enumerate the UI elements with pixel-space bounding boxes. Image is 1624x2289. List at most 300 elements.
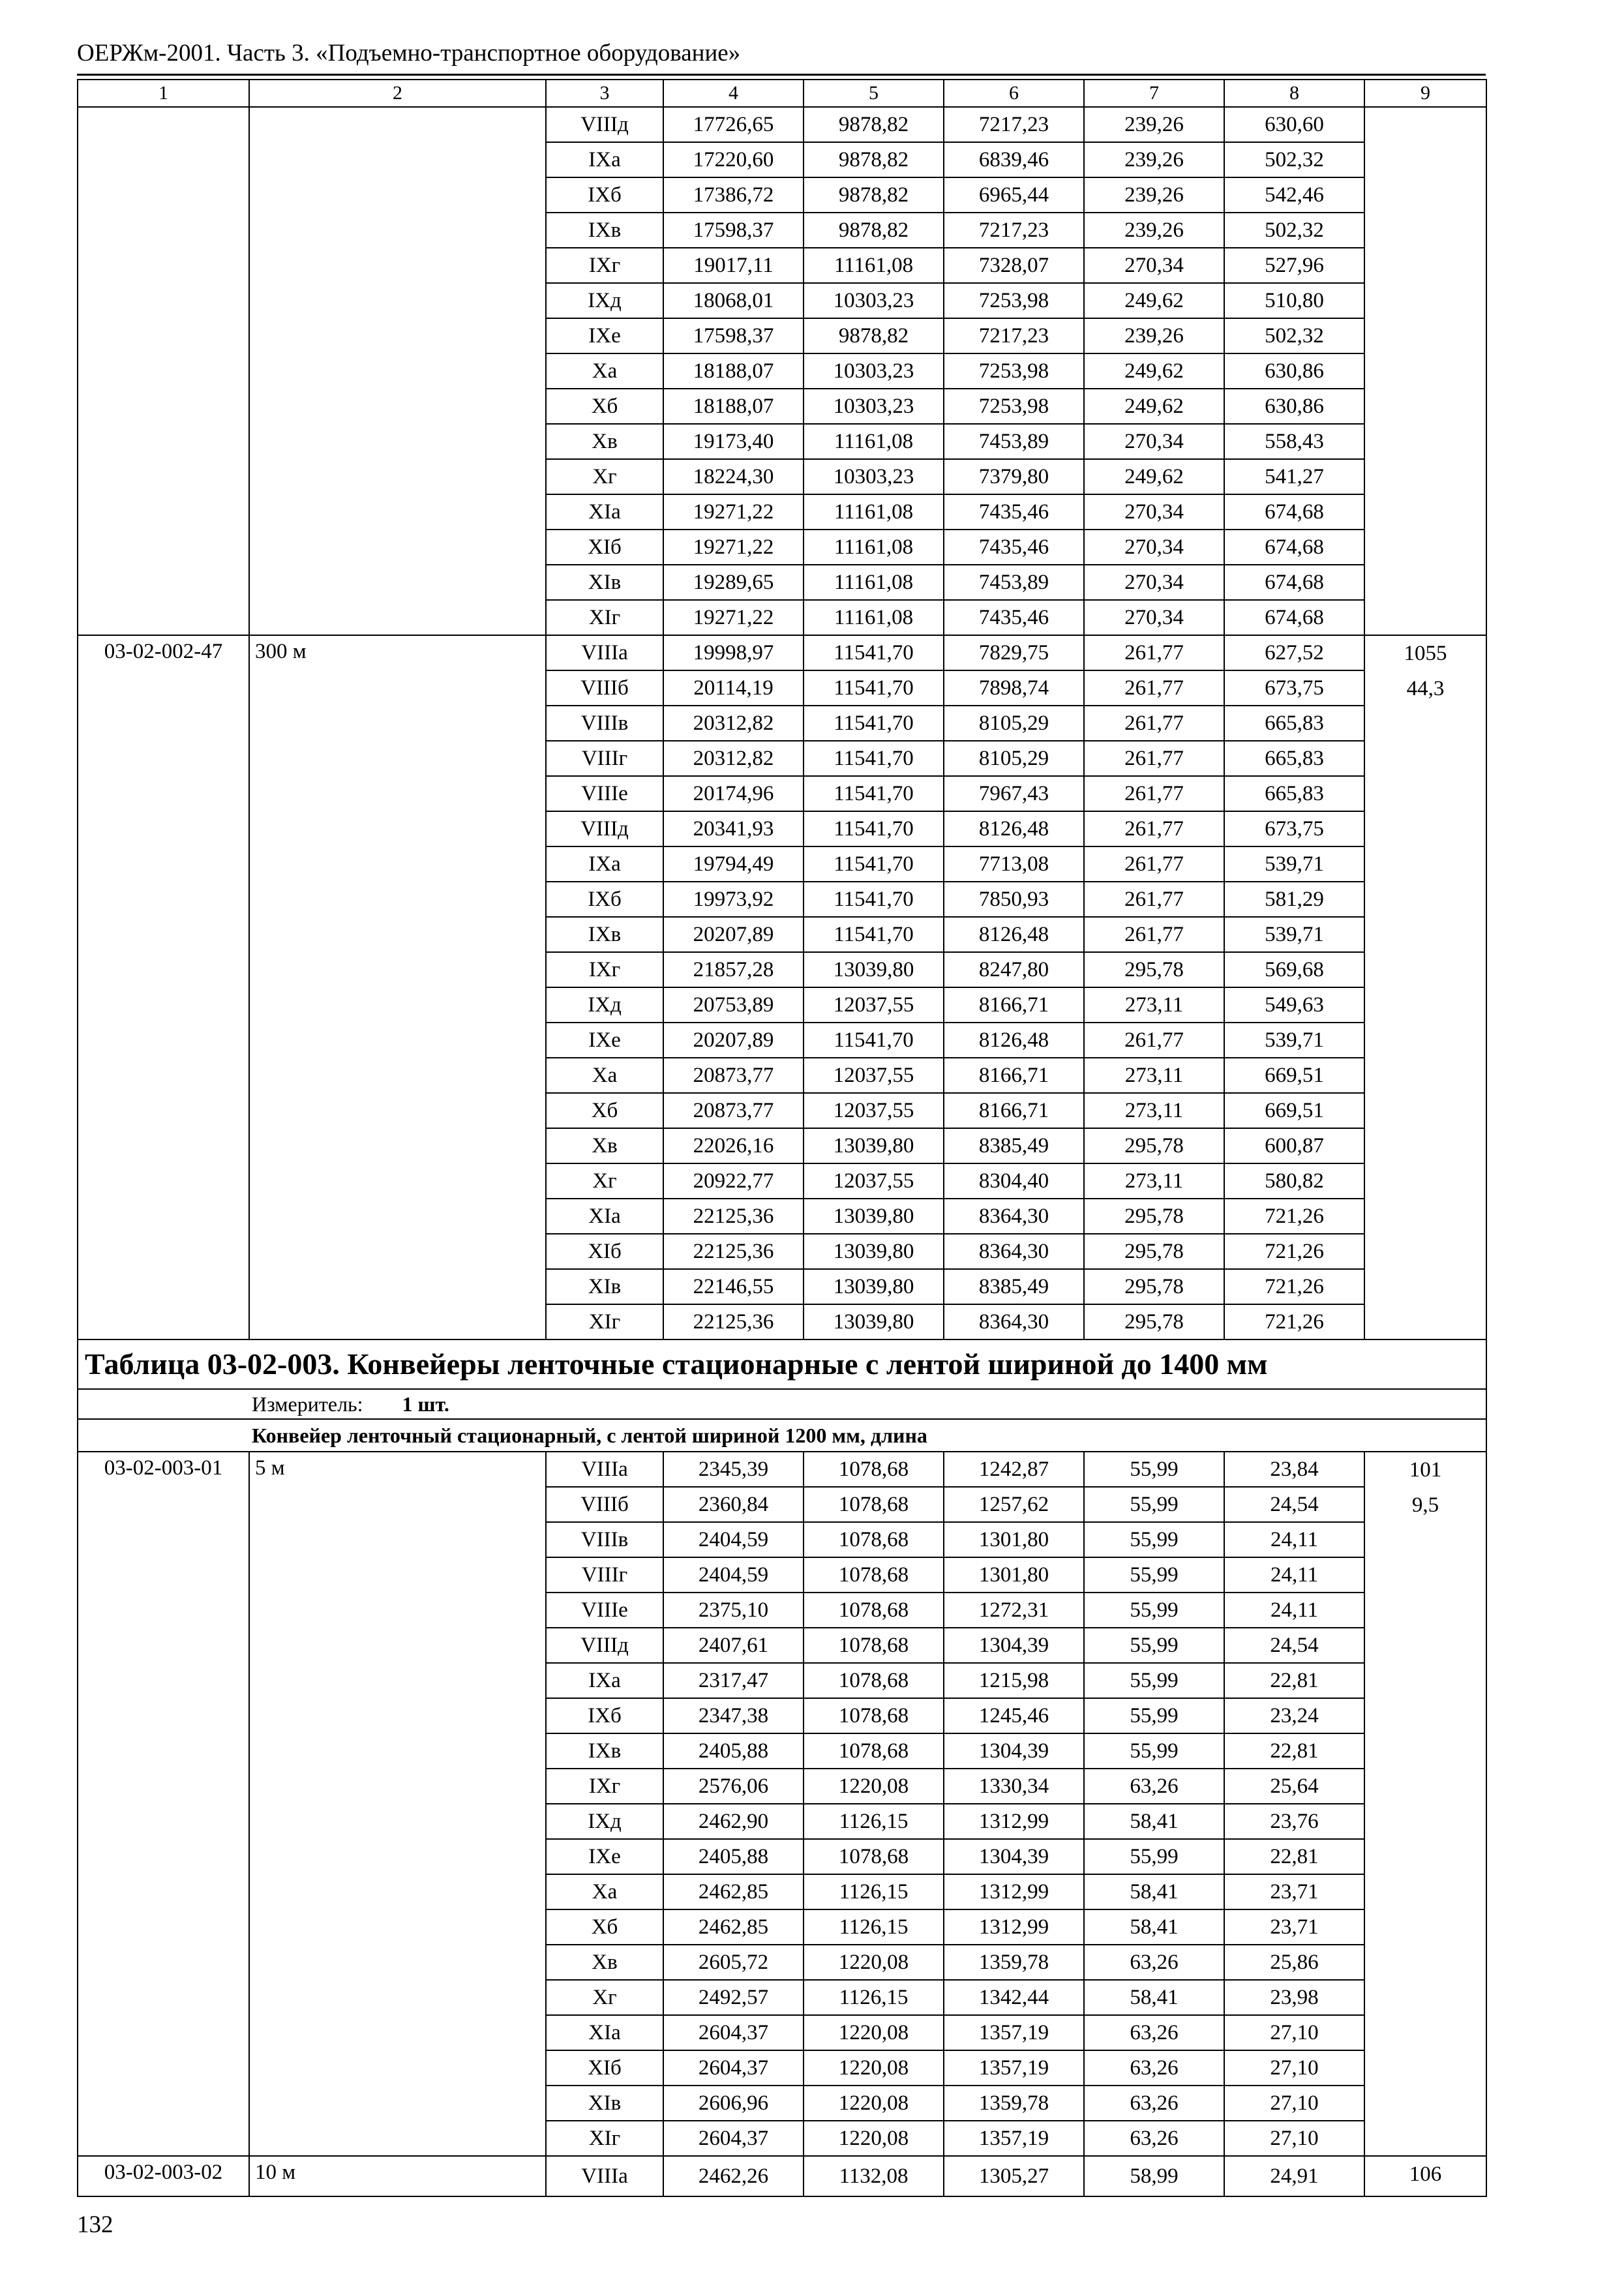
table-cell: 1245,46 [944,1698,1084,1733]
table-cell: 27,10 [1224,2086,1364,2121]
table-cell: 2576,06 [663,1769,804,1804]
column-number: 2 [249,80,546,107]
table-cell: 9878,82 [804,177,944,213]
table-cell: 7850,93 [944,882,1084,917]
page-number: 132 [77,2211,113,2238]
item-extra [1364,107,1486,635]
table-cell: 2345,39 [663,1452,804,1487]
table-cell: 24,11 [1224,1557,1364,1593]
table-cell: 7217,23 [944,107,1084,142]
column-number-row [78,80,1486,107]
table-cell: 1257,62 [944,1487,1084,1522]
table-cell: 273,11 [1084,987,1224,1023]
table-cell: 2462,85 [663,1909,804,1945]
table-cell: 295,78 [1084,1234,1224,1269]
table-cell: 261,77 [1084,635,1224,670]
table-cell: 63,26 [1084,2050,1224,2086]
table-cell: 239,26 [1084,318,1224,353]
table-cell: 2604,37 [663,2121,804,2156]
table-cell: 261,77 [1084,706,1224,741]
table-cell: 8126,48 [944,917,1084,952]
table-cell: 539,71 [1224,917,1364,952]
table-cell: 7435,46 [944,600,1084,635]
table-cell: 55,99 [1084,1487,1224,1522]
table-cell: IXг [546,1769,663,1804]
table-cell: 20873,77 [663,1093,804,1128]
item-code: 03-02-003-01 [78,1452,249,2156]
table-cell: 273,11 [1084,1093,1224,1128]
extra-value: 106 [1409,2162,1442,2186]
table-cell: 7435,46 [944,494,1084,530]
table-cell: 8166,71 [944,1093,1084,1128]
item-code: 03-02-002-47 [78,635,249,1339]
table-cell: XIб [546,1234,663,1269]
table-cell: 261,77 [1084,917,1224,952]
item-name: 10 м [249,2156,546,2196]
extra-value: 44,3 [1406,677,1445,700]
table-cell: 270,34 [1084,494,1224,530]
table-cell: 55,99 [1084,1698,1224,1733]
table-cell: 1126,15 [804,1804,944,1839]
table-cell: 12037,55 [804,987,944,1023]
table-cell: 249,62 [1084,353,1224,389]
table-cell: 2404,59 [663,1557,804,1593]
table-title: Таблица 03-02-003. Конвейеры ленточные стационарные с лентой шириной до 1400 мм [78,1339,1486,1389]
table-cell: VIIIе [546,776,663,811]
table-cell: IXв [546,917,663,952]
table-cell: 1312,99 [944,1874,1084,1909]
table-cell: IXб [546,882,663,917]
table-title-row [78,1339,1486,1389]
table-cell: 19289,65 [663,565,804,600]
table-cell: 2405,88 [663,1733,804,1769]
table-cell: 542,46 [1224,177,1364,213]
table-cell: 721,26 [1224,1269,1364,1304]
table-cell: Xа [546,1058,663,1093]
table-cell: 20753,89 [663,987,804,1023]
table-cell: 18068,01 [663,283,804,318]
table-cell: XIа [546,494,663,530]
table-cell: 22125,36 [663,1304,804,1339]
table-cell: Xв [546,1128,663,1163]
column-number: 3 [546,80,663,107]
table-cell: 22,81 [1224,1733,1364,1769]
table-cell: Xб [546,389,663,424]
column-number: 8 [1224,80,1364,107]
table-cell: 18188,07 [663,353,804,389]
table-cell: 1220,08 [804,1769,944,1804]
table-cell: IXе [546,1839,663,1874]
table-cell: 261,77 [1084,741,1224,776]
table-cell: 7253,98 [944,353,1084,389]
table-cell: 239,26 [1084,177,1224,213]
table-cell: 1220,08 [804,1945,944,1980]
table-cell: 24,54 [1224,1628,1364,1663]
table-cell: 270,34 [1084,600,1224,635]
table-cell: 510,80 [1224,283,1364,318]
table-cell: 2462,85 [663,1874,804,1909]
table-cell: 55,99 [1084,1628,1224,1663]
table-cell: 58,41 [1084,1909,1224,1945]
table-cell: Xг [546,1980,663,2015]
table-cell: 13039,80 [804,952,944,987]
table-cell: 19017,11 [663,248,804,283]
item-name [249,107,546,635]
extra-value: 1055 [1404,642,1447,665]
table-cell: 11541,70 [804,635,944,670]
table-cell: 7217,23 [944,213,1084,248]
table-cell: 7967,43 [944,776,1084,811]
table-cell: 1359,78 [944,1945,1084,1980]
table-cell: Xв [546,1945,663,1980]
table-cell: 2492,57 [663,1980,804,2015]
table-cell: IXд [546,1804,663,1839]
table-cell: 13039,80 [804,1304,944,1339]
table-cell: 63,26 [1084,2015,1224,2050]
table-cell: 1304,39 [944,1628,1084,1663]
table-cell: 600,87 [1224,1128,1364,1163]
table-cell: 11541,70 [804,917,944,952]
table-cell: 580,82 [1224,1163,1364,1199]
table-cell: XIг [546,600,663,635]
table-cell: 19998,97 [663,635,804,670]
table-cell: 23,76 [1224,1804,1364,1839]
table-cell: VIIIб [546,670,663,706]
table-cell: IXд [546,283,663,318]
table-cell: 18224,30 [663,459,804,494]
table-cell: 11541,70 [804,811,944,846]
table-cell: 2317,47 [663,1663,804,1698]
table-cell: 1304,39 [944,1839,1084,1874]
table-cell: 9878,82 [804,213,944,248]
table-cell: 273,11 [1084,1163,1224,1199]
table-cell: 2605,72 [663,1945,804,1980]
table-cell: 674,68 [1224,600,1364,635]
table-cell: 10303,23 [804,283,944,318]
table-cell: 502,32 [1224,213,1364,248]
table-cell: 19794,49 [663,846,804,882]
table-cell: 19271,22 [663,530,804,565]
table-cell: 10303,23 [804,389,944,424]
table-cell: 7898,74 [944,670,1084,706]
table-cell: 674,68 [1224,530,1364,565]
table-cell: 1078,68 [804,1733,944,1769]
table-cell: IXа [546,1663,663,1698]
table-cell: 27,10 [1224,2050,1364,2086]
table-cell: 22146,55 [663,1269,804,1304]
table-cell: VIIIе [546,1593,663,1628]
table-cell: 627,52 [1224,635,1364,670]
table-cell: IXа [546,142,663,177]
table-cell: 19271,22 [663,494,804,530]
table-cell: 11541,70 [804,670,944,706]
table-cell: 7453,89 [944,565,1084,600]
table-cell: 295,78 [1084,1199,1224,1234]
table-cell: IXд [546,987,663,1023]
table-cell: 1301,80 [944,1557,1084,1593]
table-cell: 630,86 [1224,389,1364,424]
item-extra [1364,1452,1486,2156]
table-cell: 19973,92 [663,882,804,917]
table-cell: VIIIа [546,1452,663,1487]
table-cell: 8166,71 [944,1058,1084,1093]
table-cell: 11161,08 [804,565,944,600]
table-cell: 18188,07 [663,389,804,424]
table-cell: 17220,60 [663,142,804,177]
table-cell: 55,99 [1084,1733,1224,1769]
table-cell: 261,77 [1084,882,1224,917]
table-cell: 261,77 [1084,846,1224,882]
table-cell: 19173,40 [663,424,804,459]
table-cell: 2404,59 [663,1522,804,1557]
table-cell: 2606,96 [663,2086,804,2121]
table-cell: 1242,87 [944,1452,1084,1487]
table-cell: 1220,08 [804,2015,944,2050]
table-cell: 20312,82 [663,741,804,776]
table-cell: 1220,08 [804,2121,944,2156]
table-cell: 2405,88 [663,1839,804,1874]
table-cell: 23,98 [1224,1980,1364,2015]
table-cell: 17598,37 [663,213,804,248]
table-cell: 295,78 [1084,1269,1224,1304]
table-cell: 1357,19 [944,2050,1084,2086]
table-cell: 581,29 [1224,882,1364,917]
table-cell: XIа [546,1199,663,1234]
column-number: 9 [1364,80,1486,107]
table-cell: 1132,08 [804,2156,944,2196]
table-cell: VIIIг [546,741,663,776]
table-cell: 1078,68 [804,1593,944,1628]
table-cell: 24,11 [1224,1522,1364,1557]
table-cell: 20922,77 [663,1163,804,1199]
table-cell: 2462,26 [663,2156,804,2196]
table-cell: 11161,08 [804,248,944,283]
table-cell: 8364,30 [944,1234,1084,1269]
table-cell: 63,26 [1084,2121,1224,2156]
table-cell: 239,26 [1084,142,1224,177]
table-cell: 63,26 [1084,1769,1224,1804]
table-cell: 539,71 [1224,1023,1364,1058]
column-number: 7 [1084,80,1224,107]
table-cell: 674,68 [1224,494,1364,530]
table-row [78,107,1486,142]
table-cell: 25,64 [1224,1769,1364,1804]
table-cell: 539,71 [1224,846,1364,882]
table-cell: 1078,68 [804,1487,944,1522]
table-cell: Xг [546,459,663,494]
estimate-table [77,79,1487,2197]
column-number: 1 [78,80,249,107]
table-cell: 17726,65 [663,107,804,142]
table-cell: IXб [546,1698,663,1733]
table-cell: 270,34 [1084,424,1224,459]
table-cell: 1312,99 [944,1804,1084,1839]
column-number: 6 [944,80,1084,107]
table-cell: 2462,90 [663,1804,804,1839]
table-cell: IXг [546,248,663,283]
table-cell: 630,60 [1224,107,1364,142]
table-cell: Xв [546,424,663,459]
table-cell: 569,68 [1224,952,1364,987]
table-cell: 8105,29 [944,741,1084,776]
table-cell: 10303,23 [804,459,944,494]
table-cell: VIIIг [546,1557,663,1593]
table-cell: 1220,08 [804,2086,944,2121]
table-cell: 8385,49 [944,1269,1084,1304]
table-cell: 1312,99 [944,1909,1084,1945]
column-number: 5 [804,80,944,107]
table-cell: 8126,48 [944,811,1084,846]
table-cell: 58,41 [1084,1804,1224,1839]
table-cell: 1078,68 [804,1522,944,1557]
table-cell: 721,26 [1224,1304,1364,1339]
table-cell: 2360,84 [663,1487,804,1522]
table-cell: 8364,30 [944,1199,1084,1234]
table-cell: 20341,93 [663,811,804,846]
table-cell: Xб [546,1093,663,1128]
table-cell: 9878,82 [804,318,944,353]
table-cell: XIв [546,1269,663,1304]
table-cell: IXа [546,846,663,882]
table-cell: XIб [546,530,663,565]
table-cell: 55,99 [1084,1663,1224,1698]
column-number: 4 [663,80,804,107]
table-cell: 1220,08 [804,2050,944,2086]
table-cell: 7829,75 [944,635,1084,670]
table-cell: 669,51 [1224,1058,1364,1093]
table-cell: 1215,98 [944,1663,1084,1698]
table-cell: 13039,80 [804,1234,944,1269]
table-cell: 7453,89 [944,424,1084,459]
table-cell: 1078,68 [804,1452,944,1487]
table-cell: Xа [546,1874,663,1909]
table-cell: 17386,72 [663,177,804,213]
table-cell: 9878,82 [804,107,944,142]
table-cell: 8166,71 [944,987,1084,1023]
table-cell: Xг [546,1163,663,1199]
table-cell: 17598,37 [663,318,804,353]
table-cell: 11541,70 [804,846,944,882]
table-cell: 7253,98 [944,389,1084,424]
table-cell: 665,83 [1224,776,1364,811]
table-cell: 8247,80 [944,952,1084,987]
table-cell: 11541,70 [804,1023,944,1058]
table-cell: 58,41 [1084,1874,1224,1909]
table-cell: 20873,77 [663,1058,804,1093]
table-cell: 502,32 [1224,318,1364,353]
table-cell: 249,62 [1084,389,1224,424]
table-cell: 261,77 [1084,811,1224,846]
table-cell: 630,86 [1224,353,1364,389]
table-cell: 11541,70 [804,706,944,741]
table-cell: 7379,80 [944,459,1084,494]
table-cell: 7328,07 [944,248,1084,283]
table-cell: 1078,68 [804,1663,944,1698]
table-cell: 11541,70 [804,776,944,811]
table-cell: VIIIб [546,1487,663,1522]
table-cell: Xб [546,1909,663,1945]
table-cell: 270,34 [1084,530,1224,565]
table-cell: 669,51 [1224,1093,1364,1128]
table-cell: 8364,30 [944,1304,1084,1339]
table-cell: 24,54 [1224,1487,1364,1522]
table-cell: 1126,15 [804,1980,944,2015]
item-code [78,107,249,635]
table-cell: 12037,55 [804,1093,944,1128]
table-cell: 1330,34 [944,1769,1084,1804]
table-cell: 11161,08 [804,600,944,635]
table-cell: 23,71 [1224,1909,1364,1945]
unit-row [78,1389,1486,1419]
table-cell: 8126,48 [944,1023,1084,1058]
table-cell: 7713,08 [944,846,1084,882]
table-cell: 2347,38 [663,1698,804,1733]
item-extra [1364,2156,1486,2196]
table-cell: 6839,46 [944,142,1084,177]
table-cell: 239,26 [1084,107,1224,142]
table-cell: 249,62 [1084,283,1224,318]
table-cell: IXв [546,1733,663,1769]
table-cell: 55,99 [1084,1557,1224,1593]
table-cell: 21857,28 [663,952,804,987]
table-cell: 1126,15 [804,1874,944,1909]
table-cell: 261,77 [1084,670,1224,706]
table-cell: 22,81 [1224,1663,1364,1698]
table-cell: 1304,39 [944,1733,1084,1769]
table-cell: VIIIв [546,1522,663,1557]
table-cell: 11541,70 [804,741,944,776]
table-cell: 58,41 [1084,1980,1224,2015]
table-cell: IXб [546,177,663,213]
running-header: ОЕРЖм-2001. Часть 3. «Подъемно-транспортное оборудование» [77,40,741,67]
table-cell: 22125,36 [663,1199,804,1234]
table-cell: 558,43 [1224,424,1364,459]
table-cell: 20114,19 [663,670,804,706]
table-cell: VIIIд [546,811,663,846]
table-cell: 549,63 [1224,987,1364,1023]
table-cell: 55,99 [1084,1452,1224,1487]
table-cell: 1078,68 [804,1557,944,1593]
table-cell: 63,26 [1084,1945,1224,1980]
table-cell: Xа [546,353,663,389]
table-row [78,2156,1486,2196]
table-cell: VIIIв [546,706,663,741]
table-cell: 7217,23 [944,318,1084,353]
table-cell: VIIIа [546,2156,663,2196]
table-cell: 55,99 [1084,1522,1224,1557]
table-cell: 1305,27 [944,2156,1084,2196]
table-cell: 19271,22 [663,600,804,635]
table-cell: 1357,19 [944,2121,1084,2156]
table-cell: 11161,08 [804,530,944,565]
table-cell: 502,32 [1224,142,1364,177]
table-row [78,1452,1486,1487]
table-cell: 20207,89 [663,1023,804,1058]
table-cell: VIIIд [546,1628,663,1663]
unit-value: 1 шт. [402,1392,449,1416]
table-cell: 673,75 [1224,670,1364,706]
table-cell: 13039,80 [804,1199,944,1234]
table-cell: 58,99 [1084,2156,1224,2196]
table-cell: XIа [546,2015,663,2050]
table-cell: VIIIа [546,635,663,670]
table-cell: 2604,37 [663,2050,804,2086]
table-cell: 2604,37 [663,2015,804,2050]
table-cell: 12037,55 [804,1058,944,1093]
table-cell: 1342,44 [944,1980,1084,2015]
table-cell: 1357,19 [944,2015,1084,2050]
table-cell: 674,68 [1224,565,1364,600]
